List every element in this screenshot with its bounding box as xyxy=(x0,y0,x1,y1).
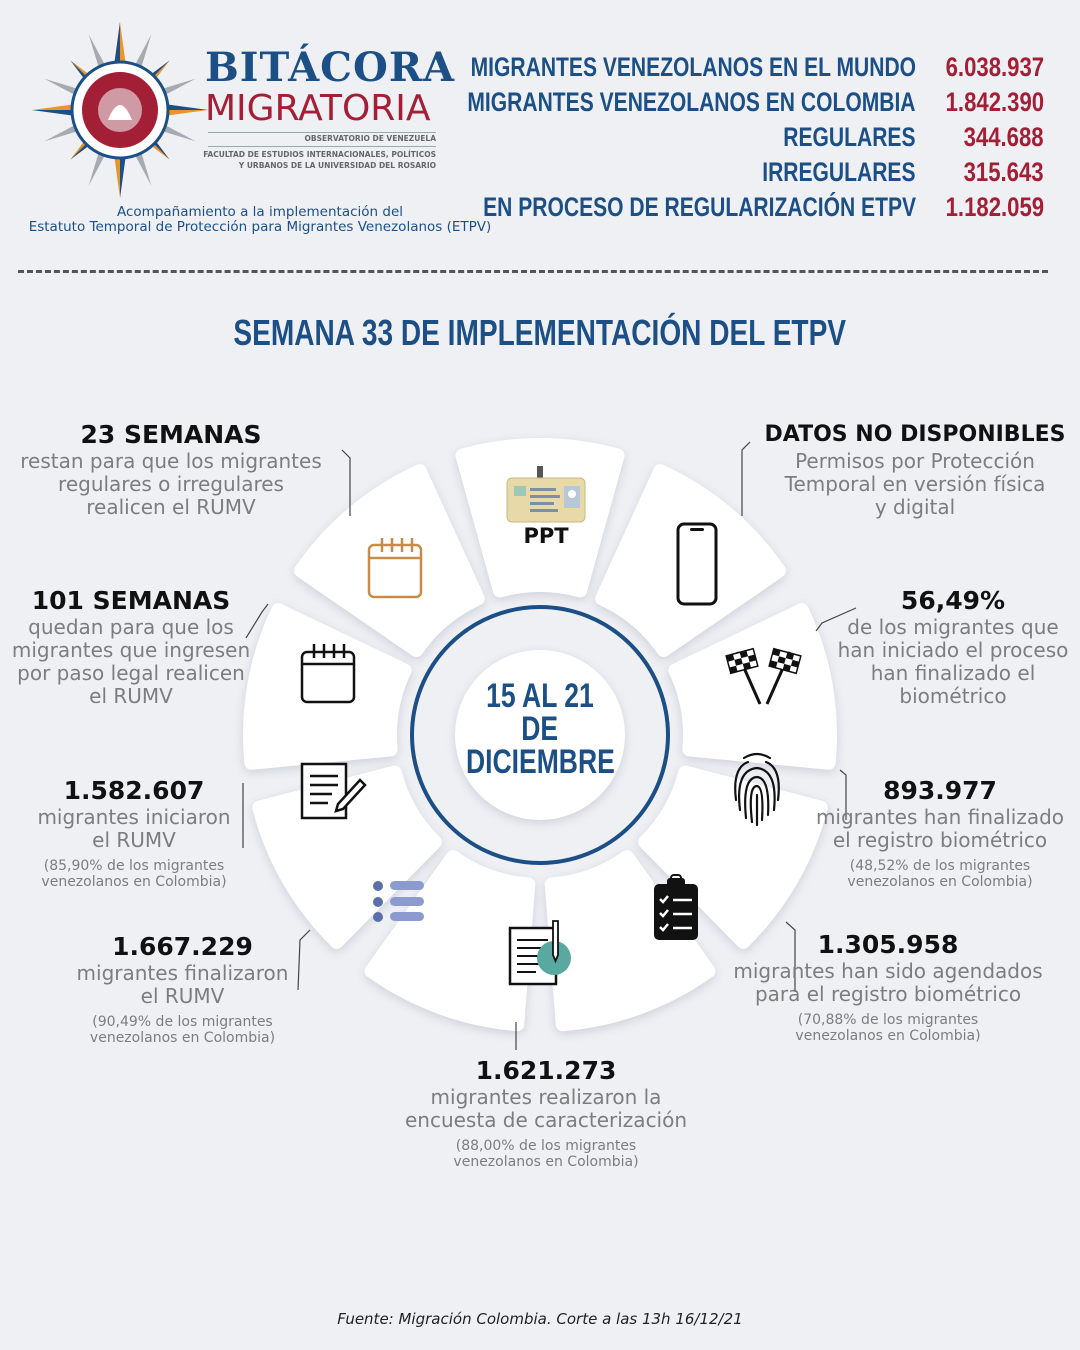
stat-label: MIGRANTES VENEZOLANOS EN EL MUNDO xyxy=(470,52,916,82)
stat-value: 1.842.390 xyxy=(945,87,1045,117)
stat-note xyxy=(360,1138,732,1170)
stat-value: 344.688 xyxy=(963,122,1044,152)
week-title: SEMANA 33 DE IMPLEMENTACIÓN DEL ETPV xyxy=(233,312,847,353)
stat-desc: migrantes han sido agendados xyxy=(733,959,1043,983)
stat-note xyxy=(0,858,268,890)
stat-desc: el RUMV xyxy=(140,984,225,1008)
stat-desc: realicen el RUMV xyxy=(86,495,256,519)
stat-desc: para el registro biométrico xyxy=(754,982,1022,1006)
stat-note xyxy=(810,858,1070,890)
stat-biometric-percent xyxy=(826,586,1080,708)
stat-number: 1.621.273 xyxy=(475,1056,617,1085)
stat-note-line: venezolanos en Colombia) xyxy=(89,1030,276,1046)
stat-rumv-started xyxy=(0,776,268,890)
stat-value: 6.038.937 xyxy=(945,52,1045,82)
stat-desc: quedan para que los xyxy=(28,615,234,639)
stat-note-line: venezolanos en Colombia) xyxy=(847,874,1033,890)
stat-note-line: venezolanos en Colombia) xyxy=(453,1154,639,1170)
source-footer: Fuente: Migración Colombia. Corte a las 13h 16/12/21 xyxy=(337,1310,743,1328)
stat-note-line: (85,90% de los migrantes xyxy=(43,858,225,874)
stat-desc: migrantes han finalizado xyxy=(815,805,1065,829)
tagline-line: Estatuto Temporal de Protección para Migrantes Venezolanos (ETPV) xyxy=(28,219,492,235)
stat-label: MIGRANTES VENEZOLANOS EN COLOMBIA xyxy=(467,87,916,117)
stat-note xyxy=(40,1014,325,1046)
stat-desc: el registro biométrico xyxy=(832,828,1048,852)
tagline-line: Acompañamiento a la implementación del xyxy=(117,204,403,220)
stat-note-line: (88,00% de los migrantes xyxy=(455,1138,637,1154)
stat-note-line: (70,88% de los migrantes xyxy=(797,1012,979,1028)
logo-title-migratoria: MIGRATORIA xyxy=(205,88,431,129)
calendar-icon xyxy=(369,538,421,597)
stat-survey xyxy=(360,1056,732,1170)
stat-weeks-101 xyxy=(0,586,262,708)
list-icon xyxy=(373,881,424,922)
stat-desc: Temporal en versión física xyxy=(784,472,1046,496)
stat-desc: migrantes que ingresen xyxy=(11,638,251,662)
stat-number: 23 SEMANAS xyxy=(80,420,262,449)
stat-desc: el RUMV xyxy=(92,828,176,852)
stat-desc: han finalizado el xyxy=(870,661,1036,685)
logo-faculty-line: FACULTAD DE ESTUDIOS INTERNACIONALES, POLÍTICOS xyxy=(203,150,436,159)
date-line: DICIEMBRE xyxy=(465,743,615,781)
stat-value: 315.643 xyxy=(963,157,1044,187)
stat-desc: y digital xyxy=(874,495,956,519)
stat-desc: de los migrantes que xyxy=(847,615,1059,639)
stat-desc: han iniciado el proceso xyxy=(837,638,1069,662)
stat-no-data xyxy=(752,420,1078,519)
stat-number: DATOS NO DISPONIBLES xyxy=(764,422,1066,447)
stat-desc: migrantes iniciaron xyxy=(37,805,231,829)
stat-label: REGULARES xyxy=(783,122,916,152)
stat-desc: restan para que los migrantes xyxy=(20,449,322,473)
stat-scheduled xyxy=(718,930,1058,1044)
ppt-label: PPT xyxy=(523,524,569,548)
stat-weeks-23 xyxy=(0,420,342,519)
stat-note-line: venezolanos en Colombia) xyxy=(41,874,227,890)
stat-note-line: venezolanos en Colombia) xyxy=(795,1028,981,1044)
logo-title-bitacora: BITÁCORA xyxy=(205,44,456,91)
calendar-icon xyxy=(302,644,354,702)
logo-faculty-line: Y URBANOS DE LA UNIVERSIDAD DEL ROSARIO xyxy=(238,161,436,170)
stat-desc: regulares o irregulares xyxy=(58,472,284,496)
stat-desc: el RUMV xyxy=(89,684,173,708)
stat-desc: biométrico xyxy=(899,684,1007,708)
stat-rumv-finished xyxy=(40,932,325,1046)
stat-number: 1.582.607 xyxy=(63,776,205,805)
stat-note-line: (90,49% de los migrantes xyxy=(92,1014,273,1030)
stat-number: 1.667.229 xyxy=(112,932,253,961)
stat-desc: por paso legal realicen xyxy=(17,661,245,685)
stat-number: 1.305.958 xyxy=(817,930,959,959)
clipboard-checklist-icon xyxy=(654,875,698,940)
date-line: DE xyxy=(521,710,559,748)
logo-subtitle: OBSERVATORIO DE VENEZUELA xyxy=(304,134,436,143)
stat-value: 1.182.059 xyxy=(945,192,1045,222)
stat-label: IRREGULARES xyxy=(762,157,916,187)
date-range xyxy=(440,677,640,781)
stat-number: 893.977 xyxy=(883,776,997,805)
stat-desc: Permisos por Protección xyxy=(795,449,1035,473)
stat-desc: migrantes realizaron la xyxy=(430,1085,662,1109)
stat-number: 56,49% xyxy=(900,586,1006,615)
date-line: 15 AL 21 xyxy=(486,677,594,715)
stat-desc: migrantes finalizaron xyxy=(76,961,289,985)
stat-label: EN PROCESO DE REGULARIZACIÓN ETPV xyxy=(483,192,916,222)
stat-note xyxy=(718,1012,1058,1044)
stat-note-line: (48,52% de los migrantes xyxy=(849,858,1031,874)
stat-number: 101 SEMANAS xyxy=(31,586,231,615)
stat-biometric-finished xyxy=(810,776,1070,890)
stat-desc: encuesta de caracterización xyxy=(404,1108,688,1132)
